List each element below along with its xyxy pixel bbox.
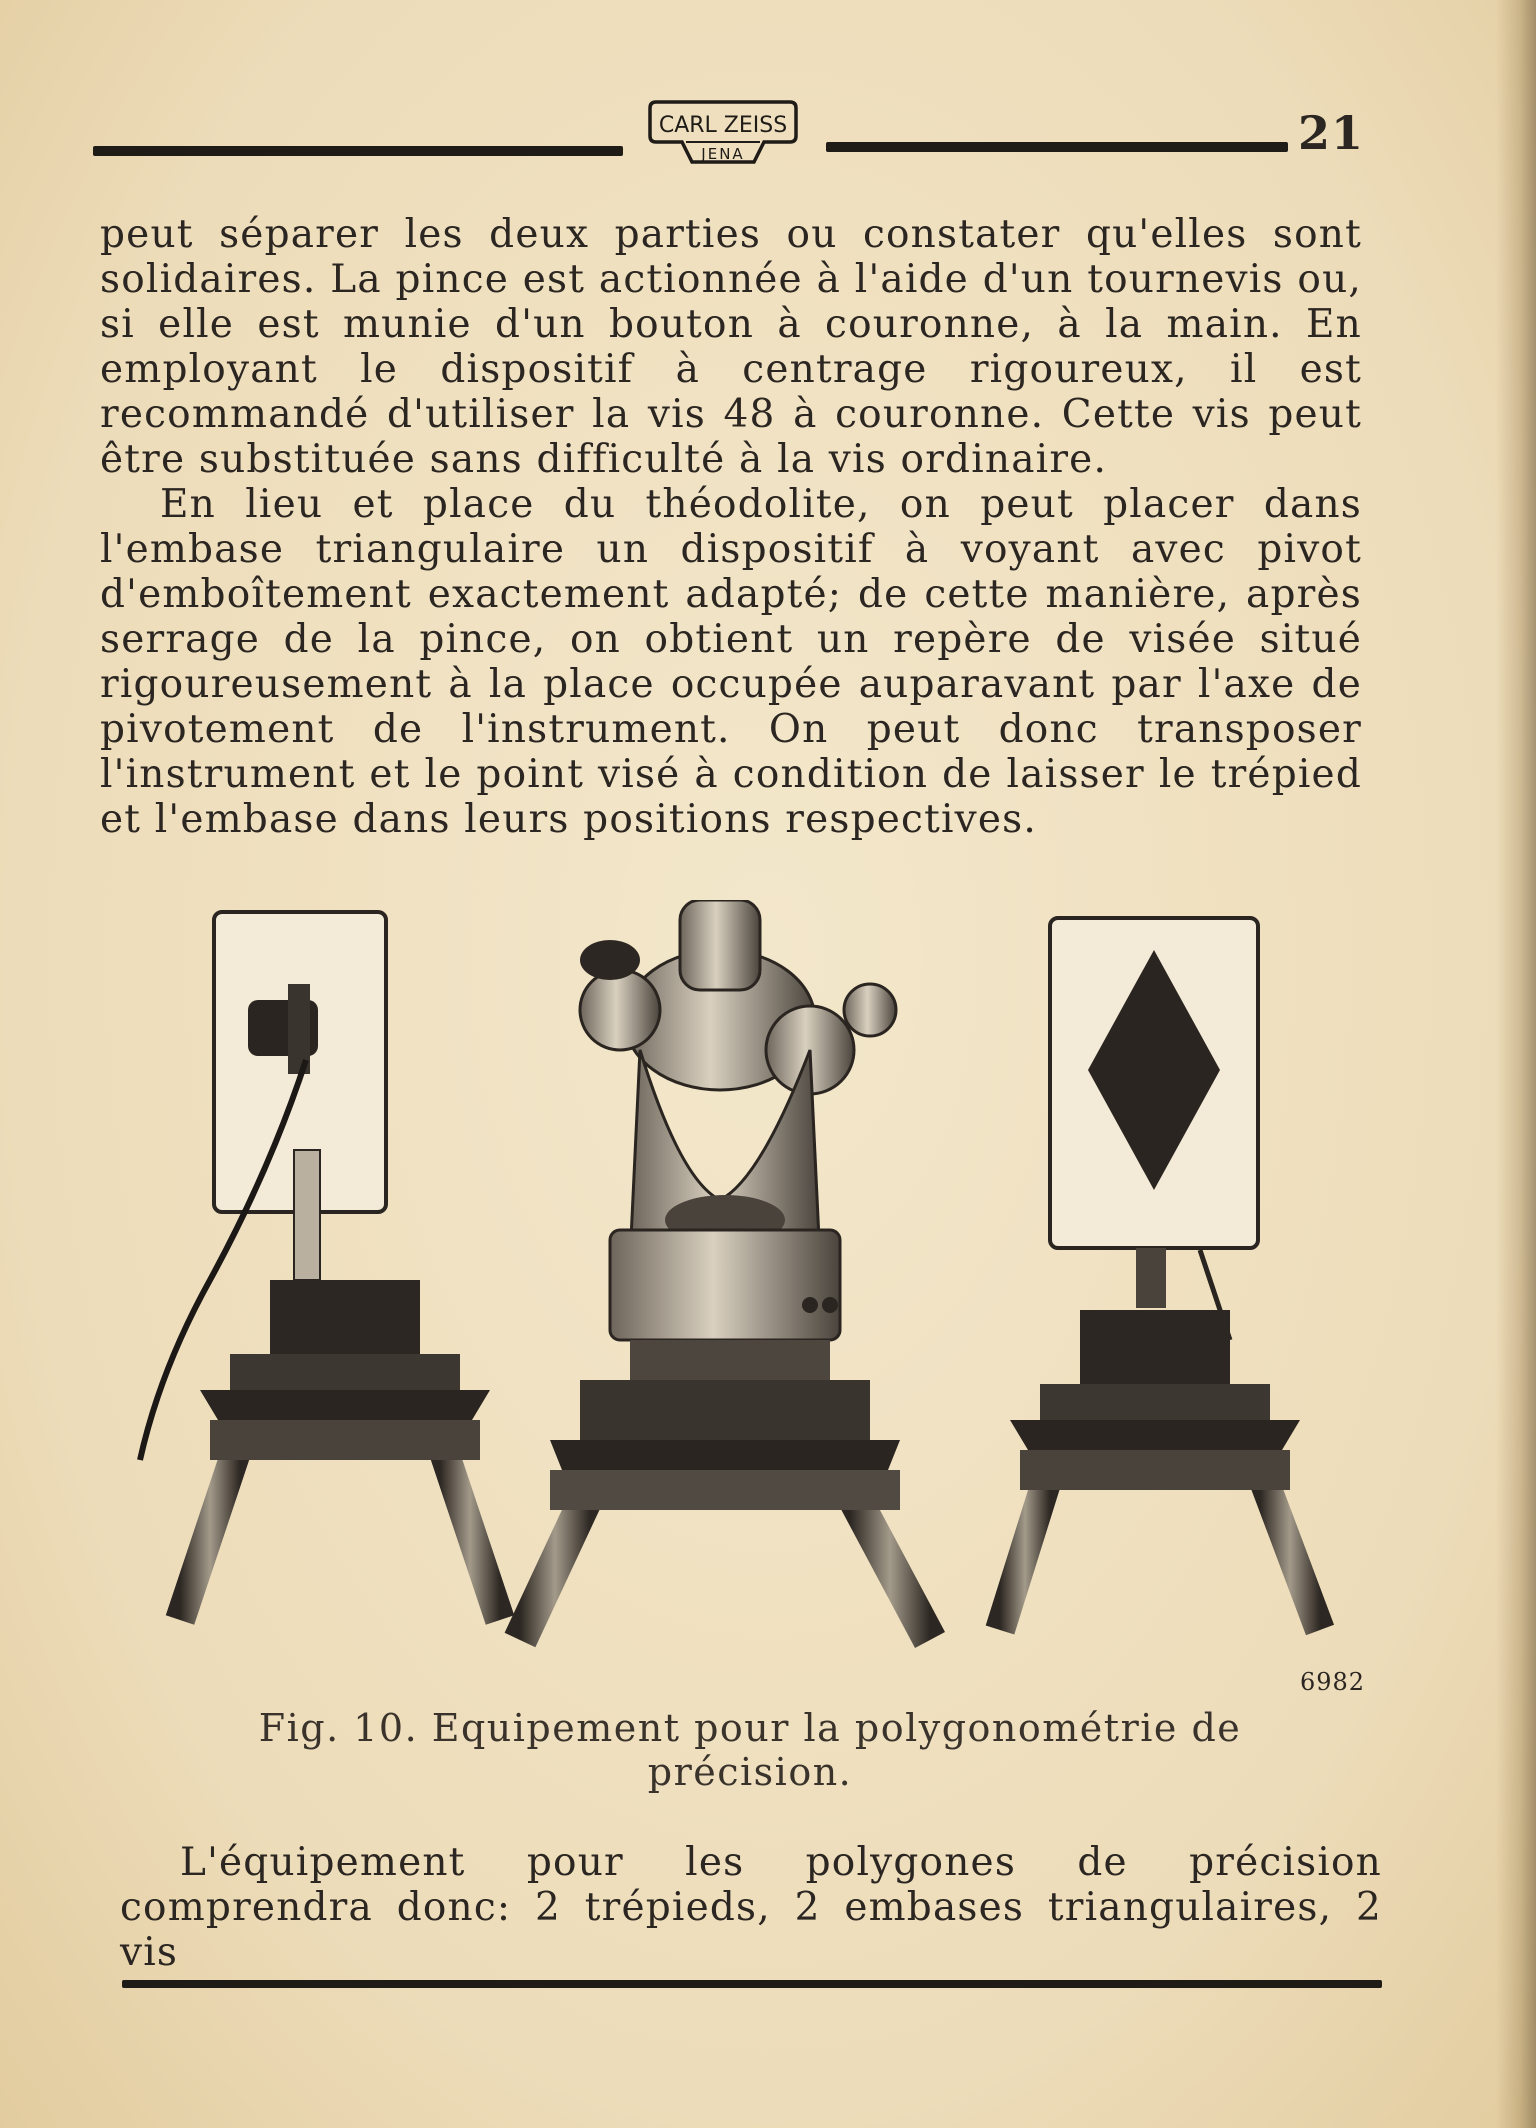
paragraph-2: En lieu et place du théodolite, on peut placer dans l'embase triangulaire un dispositif à voyant avec pivot d'emboîtement exactement adapté; de cette manière, après serrage de la pince, on obtient un repère de visée situé rigoureusement à la place occupée auparavant par l'axe de pivotement de l'instrument. On peut donc transposer l'instrument et le point visé à condition de laisser le trépied et l'embase dans leurs positions respectives.: [100, 482, 1362, 842]
figure-number: 6982: [1300, 1668, 1366, 1696]
zeiss-logo: [646, 96, 800, 170]
theodolite-instrument: [520, 900, 930, 1660]
figure-caption: Fig. 10. Equipement pour la polygonométrie de précision.: [258, 1706, 1242, 1794]
left-signal-target: [140, 912, 500, 1630]
logo-text-bottom: JENA: [701, 145, 745, 163]
page-edge-shadow: [1496, 0, 1536, 2128]
header-rule-right: [826, 142, 1288, 152]
figure-illustration: [120, 900, 1380, 1670]
paragraph-1: peut séparer les deux parties ou constater qu'elles sont solidaires. La pince est actionnée à l'aide d'un tournevis ou, si elle est munie d'un bouton à couronne, à la main. En employant le dispositif à centrage rigoureux, il est recommandé d'utiliser la vis 48 à couronne. Cette vis peut être substituée sans difficulté à la vis ordinaire.: [100, 212, 1362, 482]
footer-rule: [122, 1980, 1382, 1988]
page-number: 21: [1298, 106, 1365, 160]
header-rule-left: [93, 146, 623, 156]
right-signal-target: [1000, 918, 1320, 1640]
paragraph-3: L'équipement pour les polygones de précision comprendra donc: 2 trépieds, 2 embases triangulaires, 2 vis: [120, 1840, 1382, 1975]
logo-text-top: CARL ZEISS: [658, 113, 788, 138]
